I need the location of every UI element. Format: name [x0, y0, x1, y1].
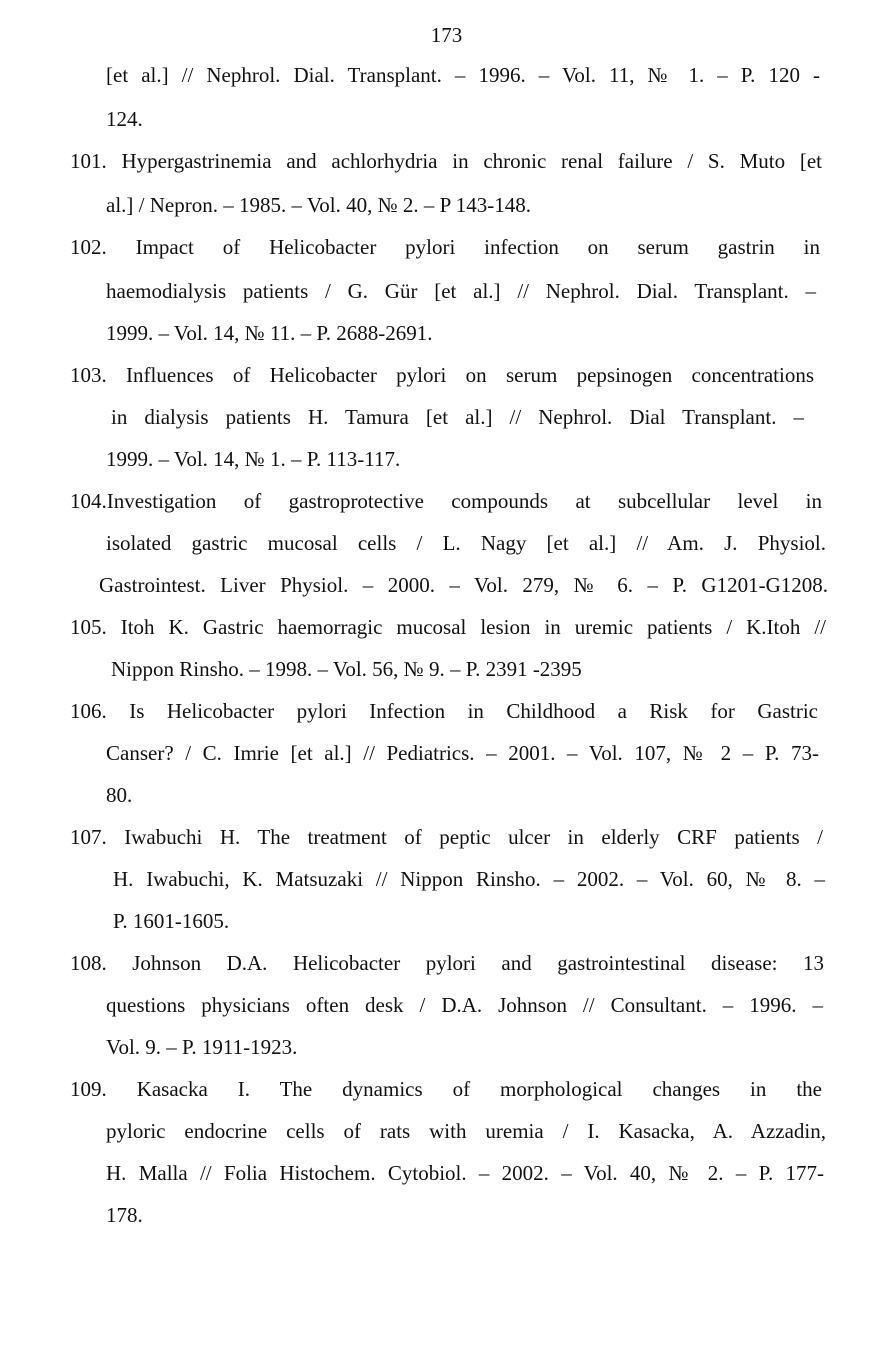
- reference-line: H. Malla // Folia Histochem. Cytobiol. – 2002. – Vol. 40, № 2. – P. 177-: [106, 1161, 824, 1185]
- reference-line: pyloric endocrine cells of rats with uremia / I. Kasacka, A. Azzadin,: [106, 1119, 826, 1143]
- reference-line: Canser? / C. Imrie [et al.] // Pediatrics. – 2001. – Vol. 107, № 2 – P. 73-: [106, 741, 819, 765]
- reference-line: 108. Johnson D.A. Helicobacter pylori and gastrointestinal disease: 13: [70, 951, 824, 975]
- page-number: 173: [430, 23, 463, 47]
- reference-line: Gastrointest. Liver Physiol. – 2000. – Vol. 279, № 6. – P. G1201-G1208.: [99, 573, 828, 597]
- reference-line: 103. Influences of Helicobacter pylori on serum pepsinogen concentrations: [70, 363, 814, 387]
- reference-line: H. Iwabuchi, K. Matsuzaki // Nippon Rinsho. – 2002. – Vol. 60, № 8. –: [113, 867, 825, 891]
- reference-line: P. 1601-1605.: [113, 909, 230, 933]
- reference-line: 104.Investigation of gastroprotective compounds at subcellular level in: [70, 489, 822, 513]
- reference-line: 109. Kasacka I. The dynamics of morphological changes in the: [70, 1077, 822, 1101]
- reference-line: 101. Hypergastrinemia and achlorhydria in chronic renal failure / S. Muto [et: [70, 149, 822, 173]
- reference-line: 1999. – Vol. 14, № 11. – P. 2688-2691.: [106, 321, 433, 345]
- reference-line: isolated gastric mucosal cells / L. Nagy [et al.] // Am. J. Physiol.: [106, 531, 826, 555]
- reference-line: 124.: [106, 107, 143, 131]
- reference-line: Vol. 9. – P. 1911-1923.: [106, 1035, 298, 1059]
- reference-line: 1999. – Vol. 14, № 1. – P. 113-117.: [106, 447, 401, 471]
- reference-line: 178.: [106, 1203, 143, 1227]
- reference-line: Nippon Rinsho. – 1998. – Vol. 56, № 9. – P. 2391 -2395: [111, 657, 582, 681]
- reference-line: haemodialysis patients / G. Gür [et al.] // Nephrol. Dial. Transplant. –: [106, 279, 816, 303]
- reference-line: 106. Is Helicobacter pylori Infection in Childhood a Risk for Gastric: [70, 699, 818, 723]
- reference-line: 80.: [106, 783, 133, 807]
- reference-line: al.] / Nepron. – 1985. – Vol. 40, № 2. – P 143-148.: [106, 193, 532, 217]
- reference-line: 102. Impact of Helicobacter pylori infection on serum gastrin in: [70, 235, 820, 259]
- reference-line: 105. Itoh K. Gastric haemorragic mucosal lesion in uremic patients / K.Itoh //: [70, 615, 826, 639]
- reference-line: questions physicians often desk / D.A. Johnson // Consultant. – 1996. –: [106, 993, 823, 1017]
- reference-line: [et al.] // Nephrol. Dial. Transplant. – 1996. – Vol. 11, № 1. – P. 120 -: [106, 63, 820, 87]
- reference-line: in dialysis patients H. Tamura [et al.] // Nephrol. Dial Transplant. –: [111, 405, 804, 429]
- reference-line: 107. Iwabuchi H. The treatment of peptic ulcer in elderly CRF patients /: [70, 825, 823, 849]
